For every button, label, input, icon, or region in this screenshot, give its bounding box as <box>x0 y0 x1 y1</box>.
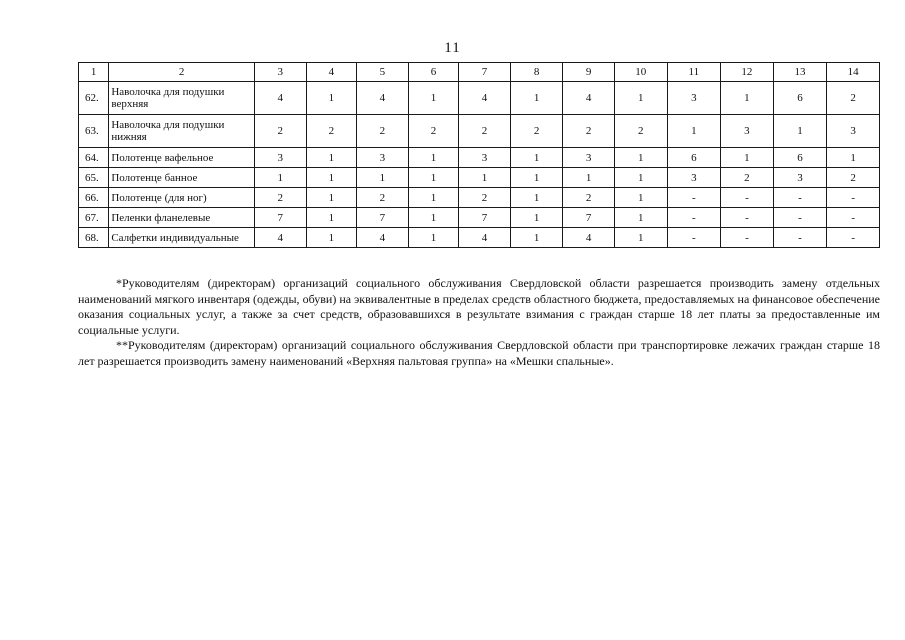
item-name: Пеленки фланелевые <box>109 208 255 228</box>
cell-value: 2 <box>357 115 409 148</box>
column-header: 11 <box>667 63 721 82</box>
row-number: 64. <box>79 148 109 168</box>
cell-value: 4 <box>563 228 615 248</box>
table-row <box>79 188 880 208</box>
cell-value: 1 <box>306 82 357 115</box>
cell-value: 3 <box>667 168 721 188</box>
column-header: 6 <box>408 63 459 82</box>
cell-value: 2 <box>563 188 615 208</box>
cell-value: 3 <box>459 148 511 168</box>
item-name: Наволочка для подушки нижняя <box>109 115 255 148</box>
cell-value: - <box>667 208 721 228</box>
cell-value: 1 <box>306 148 357 168</box>
row-number: 66. <box>79 188 109 208</box>
table-row <box>79 148 880 168</box>
footnote-double-asterisk: **Руководителям (директорам) организаций социального обслуживания Свердловской области при транспортировке лежачих граждан старше 18 лет разрешается производить замену наименований «Верхняя пальтовая группа» на «Мешки спальные». <box>78 338 880 368</box>
cell-value: 6 <box>773 148 827 168</box>
cell-value: 1 <box>510 82 563 115</box>
row-number: 65. <box>79 168 109 188</box>
cell-value: 2 <box>357 188 409 208</box>
cell-value: - <box>827 228 880 248</box>
cell-value: 2 <box>563 115 615 148</box>
cell-value: 7 <box>563 208 615 228</box>
item-name: Салфетки индивидуальные <box>109 228 255 248</box>
column-header: 12 <box>721 63 774 82</box>
cell-value: 3 <box>563 148 615 168</box>
table-row <box>79 228 880 248</box>
cell-value: 1 <box>357 168 409 188</box>
item-name: Полотенце банное <box>109 168 255 188</box>
cell-value: 1 <box>510 148 563 168</box>
cell-value: 7 <box>459 208 511 228</box>
column-header: 10 <box>614 63 667 82</box>
cell-value: 1 <box>614 188 667 208</box>
cell-value: 1 <box>827 148 880 168</box>
cell-value: 2 <box>306 115 357 148</box>
cell-value: 1 <box>510 228 563 248</box>
cell-value: 1 <box>254 168 306 188</box>
cell-value: 3 <box>773 168 827 188</box>
cell-value: 1 <box>563 168 615 188</box>
cell-value: - <box>827 208 880 228</box>
cell-value: 3 <box>357 148 409 168</box>
cell-value: 1 <box>667 115 721 148</box>
cell-value: 1 <box>614 208 667 228</box>
cell-value: - <box>773 228 827 248</box>
column-header: 14 <box>827 63 880 82</box>
column-header: 5 <box>357 63 409 82</box>
cell-value: 1 <box>408 208 459 228</box>
cell-value: 2 <box>408 115 459 148</box>
cell-value: 6 <box>773 82 827 115</box>
table-row <box>79 82 880 115</box>
cell-value: 1 <box>306 228 357 248</box>
cell-value: 1 <box>614 82 667 115</box>
cell-value: 1 <box>459 168 511 188</box>
cell-value: 1 <box>773 115 827 148</box>
cell-value: 1 <box>721 82 774 115</box>
cell-value: - <box>773 188 827 208</box>
column-header: 3 <box>254 63 306 82</box>
cell-value: - <box>773 208 827 228</box>
item-name: Полотенце (для ног) <box>109 188 255 208</box>
cell-value: - <box>667 228 721 248</box>
item-name: Полотенце вафельное <box>109 148 255 168</box>
cell-value: 4 <box>357 82 409 115</box>
cell-value: - <box>827 188 880 208</box>
cell-value: 2 <box>254 115 306 148</box>
cell-value: 4 <box>254 228 306 248</box>
cell-value: 1 <box>614 148 667 168</box>
row-number: 62. <box>79 82 109 115</box>
cell-value: 4 <box>459 228 511 248</box>
cell-value: 7 <box>254 208 306 228</box>
cell-value: - <box>721 208 774 228</box>
row-number: 68. <box>79 228 109 248</box>
footnote-single-asterisk: *Руководителям (директорам) организаций социального обслуживания Свердловской области разрешается производить замену отдельных наименований мягкого инвентаря (одежды, обуви) на эквивалентные в пределах средств областного бюджета, предоставляемых на финансовое обеспечение оказания социальных услуг, а также за счет средств, образовавшихся в результате взимания с граждан старше 18 лет платы за предоставленные им социальные услуги. <box>78 276 880 337</box>
cell-value: 3 <box>721 115 774 148</box>
cell-value: 1 <box>408 188 459 208</box>
column-header: 2 <box>109 63 255 82</box>
cell-value: 3 <box>254 148 306 168</box>
cell-value: 4 <box>357 228 409 248</box>
cell-value: 1 <box>614 228 667 248</box>
cell-value: 4 <box>459 82 511 115</box>
inventory-table <box>78 62 880 248</box>
column-header: 1 <box>79 63 109 82</box>
cell-value: 1 <box>408 82 459 115</box>
cell-value: 6 <box>667 148 721 168</box>
cell-value: - <box>721 228 774 248</box>
cell-value: - <box>667 188 721 208</box>
cell-value: 2 <box>721 168 774 188</box>
table-row <box>79 168 880 188</box>
table-header-row <box>79 63 880 82</box>
cell-value: 2 <box>459 188 511 208</box>
row-number: 63. <box>79 115 109 148</box>
row-number: 67. <box>79 208 109 228</box>
column-header: 13 <box>773 63 827 82</box>
cell-value: 2 <box>254 188 306 208</box>
cell-value: 2 <box>614 115 667 148</box>
page-number: 11 <box>444 40 461 56</box>
cell-value: 1 <box>306 168 357 188</box>
cell-value: 1 <box>510 188 563 208</box>
cell-value: 1 <box>510 168 563 188</box>
cell-value: 1 <box>306 188 357 208</box>
cell-value: 2 <box>510 115 563 148</box>
cell-value: 3 <box>827 115 880 148</box>
footnotes <box>78 276 880 369</box>
cell-value: 2 <box>459 115 511 148</box>
cell-value: 1 <box>408 228 459 248</box>
column-header: 4 <box>306 63 357 82</box>
cell-value: 1 <box>614 168 667 188</box>
cell-value: - <box>721 188 774 208</box>
cell-value: 1 <box>306 208 357 228</box>
cell-value: 4 <box>563 82 615 115</box>
cell-value: 2 <box>827 82 880 115</box>
item-name: Наволочка для подушки верхняя <box>109 82 255 115</box>
cell-value: 1 <box>408 168 459 188</box>
table-row <box>79 208 880 228</box>
column-header: 9 <box>563 63 615 82</box>
table-row <box>79 115 880 148</box>
cell-value: 1 <box>721 148 774 168</box>
cell-value: 3 <box>667 82 721 115</box>
cell-value: 7 <box>357 208 409 228</box>
cell-value: 1 <box>510 208 563 228</box>
column-header: 8 <box>510 63 563 82</box>
cell-value: 4 <box>254 82 306 115</box>
cell-value: 1 <box>408 148 459 168</box>
cell-value: 2 <box>827 168 880 188</box>
column-header: 7 <box>459 63 511 82</box>
